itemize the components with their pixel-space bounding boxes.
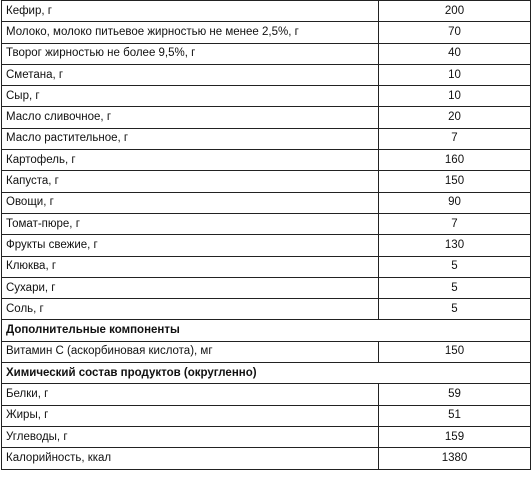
item-value-cell: 51 — [379, 405, 531, 426]
item-value-cell: 150 — [379, 171, 531, 192]
item-value-cell: 40 — [379, 43, 531, 64]
item-name-cell: Томат-пюре, г — [2, 213, 379, 234]
additional-group — [2, 341, 531, 362]
section-heading-chemical: Химический состав продуктов (округленно) — [2, 363, 531, 384]
table-row — [2, 192, 531, 213]
table-row — [2, 128, 531, 149]
item-value-cell: 20 — [379, 107, 531, 128]
chemical-section — [2, 363, 531, 384]
item-value-cell: 5 — [379, 277, 531, 298]
item-value-cell: 159 — [379, 426, 531, 447]
table-row — [2, 1, 531, 22]
item-value-cell: 7 — [379, 128, 531, 149]
item-value-cell: 10 — [379, 86, 531, 107]
item-name-cell: Клюква, г — [2, 256, 379, 277]
item-name-cell: Сухари, г — [2, 277, 379, 298]
item-name-cell: Масло сливочное, г — [2, 107, 379, 128]
nutrition-table-document — [1, 0, 530, 470]
item-value-cell: 1380 — [379, 448, 531, 469]
item-name-cell: Сметана, г — [2, 64, 379, 85]
item-name-cell: Соль, г — [2, 299, 379, 320]
item-name-cell: Витамин С (аскорбиновая кислота), мг — [2, 341, 379, 362]
table-row — [2, 277, 531, 298]
table-row — [2, 86, 531, 107]
item-value-cell: 200 — [379, 1, 531, 22]
products-group — [2, 1, 531, 320]
item-value-cell: 150 — [379, 341, 531, 362]
chemical-group — [2, 384, 531, 469]
table-row — [2, 448, 531, 469]
section-row-additional — [2, 320, 531, 341]
item-value-cell: 59 — [379, 384, 531, 405]
item-name-cell: Жиры, г — [2, 405, 379, 426]
table-row — [2, 384, 531, 405]
table-row — [2, 235, 531, 256]
table-row — [2, 405, 531, 426]
table-row — [2, 256, 531, 277]
item-name-cell: Калорийность, ккал — [2, 448, 379, 469]
table-row — [2, 150, 531, 171]
item-value-cell: 10 — [379, 64, 531, 85]
item-name-cell: Картофель, г — [2, 150, 379, 171]
table-row — [2, 426, 531, 447]
table-row — [2, 107, 531, 128]
item-value-cell: 160 — [379, 150, 531, 171]
item-value-cell: 7 — [379, 213, 531, 234]
item-value-cell: 130 — [379, 235, 531, 256]
item-name-cell: Сыр, г — [2, 86, 379, 107]
section-heading-additional: Дополнительные компоненты — [2, 320, 531, 341]
item-name-cell: Капуста, г — [2, 171, 379, 192]
item-name-cell: Кефир, г — [2, 1, 379, 22]
item-name-cell: Фрукты свежие, г — [2, 235, 379, 256]
table-row — [2, 213, 531, 234]
item-name-cell: Овощи, г — [2, 192, 379, 213]
table-row — [2, 22, 531, 43]
table-row — [2, 43, 531, 64]
item-name-cell: Масло растительное, г — [2, 128, 379, 149]
nutrition-table — [1, 0, 531, 470]
additional-section — [2, 320, 531, 341]
item-value-cell: 5 — [379, 299, 531, 320]
item-value-cell: 90 — [379, 192, 531, 213]
item-name-cell: Творог жирностью не более 9,5%, г — [2, 43, 379, 64]
item-name-cell: Углеводы, г — [2, 426, 379, 447]
table-row — [2, 299, 531, 320]
item-value-cell: 5 — [379, 256, 531, 277]
section-row-chemical — [2, 363, 531, 384]
table-row — [2, 64, 531, 85]
item-name-cell: Белки, г — [2, 384, 379, 405]
item-value-cell: 70 — [379, 22, 531, 43]
table-row — [2, 341, 531, 362]
table-row — [2, 171, 531, 192]
item-name-cell: Молоко, молоко питьевое жирностью не менее 2,5%, г — [2, 22, 379, 43]
